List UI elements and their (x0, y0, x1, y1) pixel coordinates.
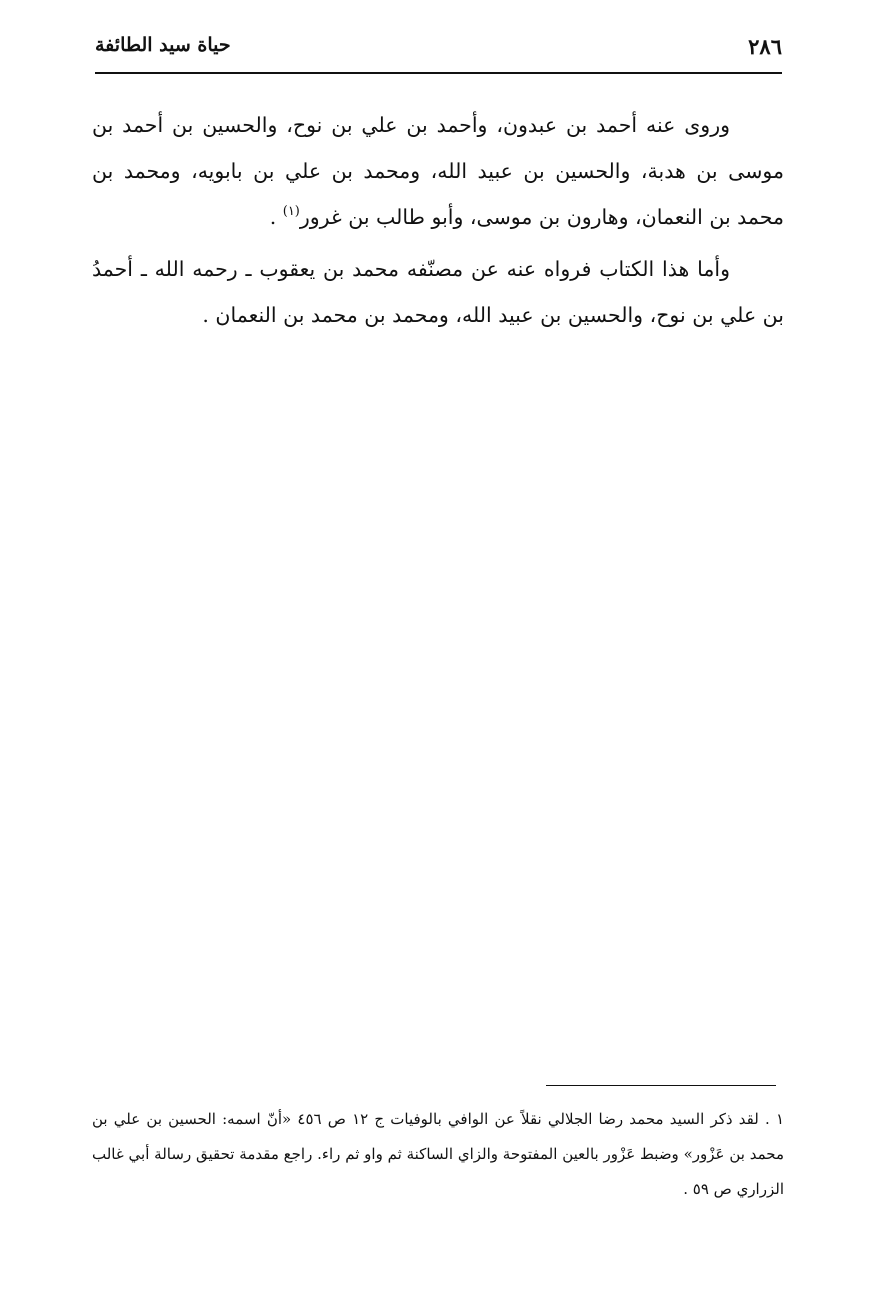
page-number: ٢٨٦ (748, 34, 782, 59)
footnote-divider (546, 1085, 776, 1086)
paragraph-book-transmission: وأما هذا الكتاب فرواه عنه عن مصنّفه محمد بن يعقوب ـ رحمه الله ـ أحمدُ بن علي بن نوح، والحسين بن عبيد الله، ومحمد بن محمد بن النعمان . (92, 257, 784, 327)
footnote (92, 1102, 784, 1207)
main-text (92, 102, 784, 338)
paragraph-narrators-text: وروى عنه أحمد بن عبدون، وأحمد بن علي بن نوح، والحسين بن أحمد بن موسى بن هدبة، والحسين بن عبيد الله، ومحمد بن علي بن بابويه، ومحمد بن محمد بن النعمان، وهارون بن موسى، وأبو طالب بن غرور (92, 113, 784, 229)
paragraph-narrators (92, 102, 784, 244)
footnote-text: ١ . لقد ذكر السيد محمد رضا الجلالي نقلاً عن الوافي بالوفيات ج ١٢ ص ٤٥٦ «أنّ اسمه: الحسين بن علي بن محمد بن عَزْور» وضبط عَزْور بالعين المفتوحة والزاي الساكنة ثم واو ثم راء. راجع مقدمة تحقيق رسالة أبي غالب الزراري ص ٥٩ . (92, 1110, 785, 1198)
page-header (95, 28, 782, 74)
paragraph-narrators-end: . (269, 205, 283, 229)
running-title: حياة سيد الطائفة (95, 34, 231, 56)
footnote-reference[interactable]: (١) (282, 204, 300, 219)
